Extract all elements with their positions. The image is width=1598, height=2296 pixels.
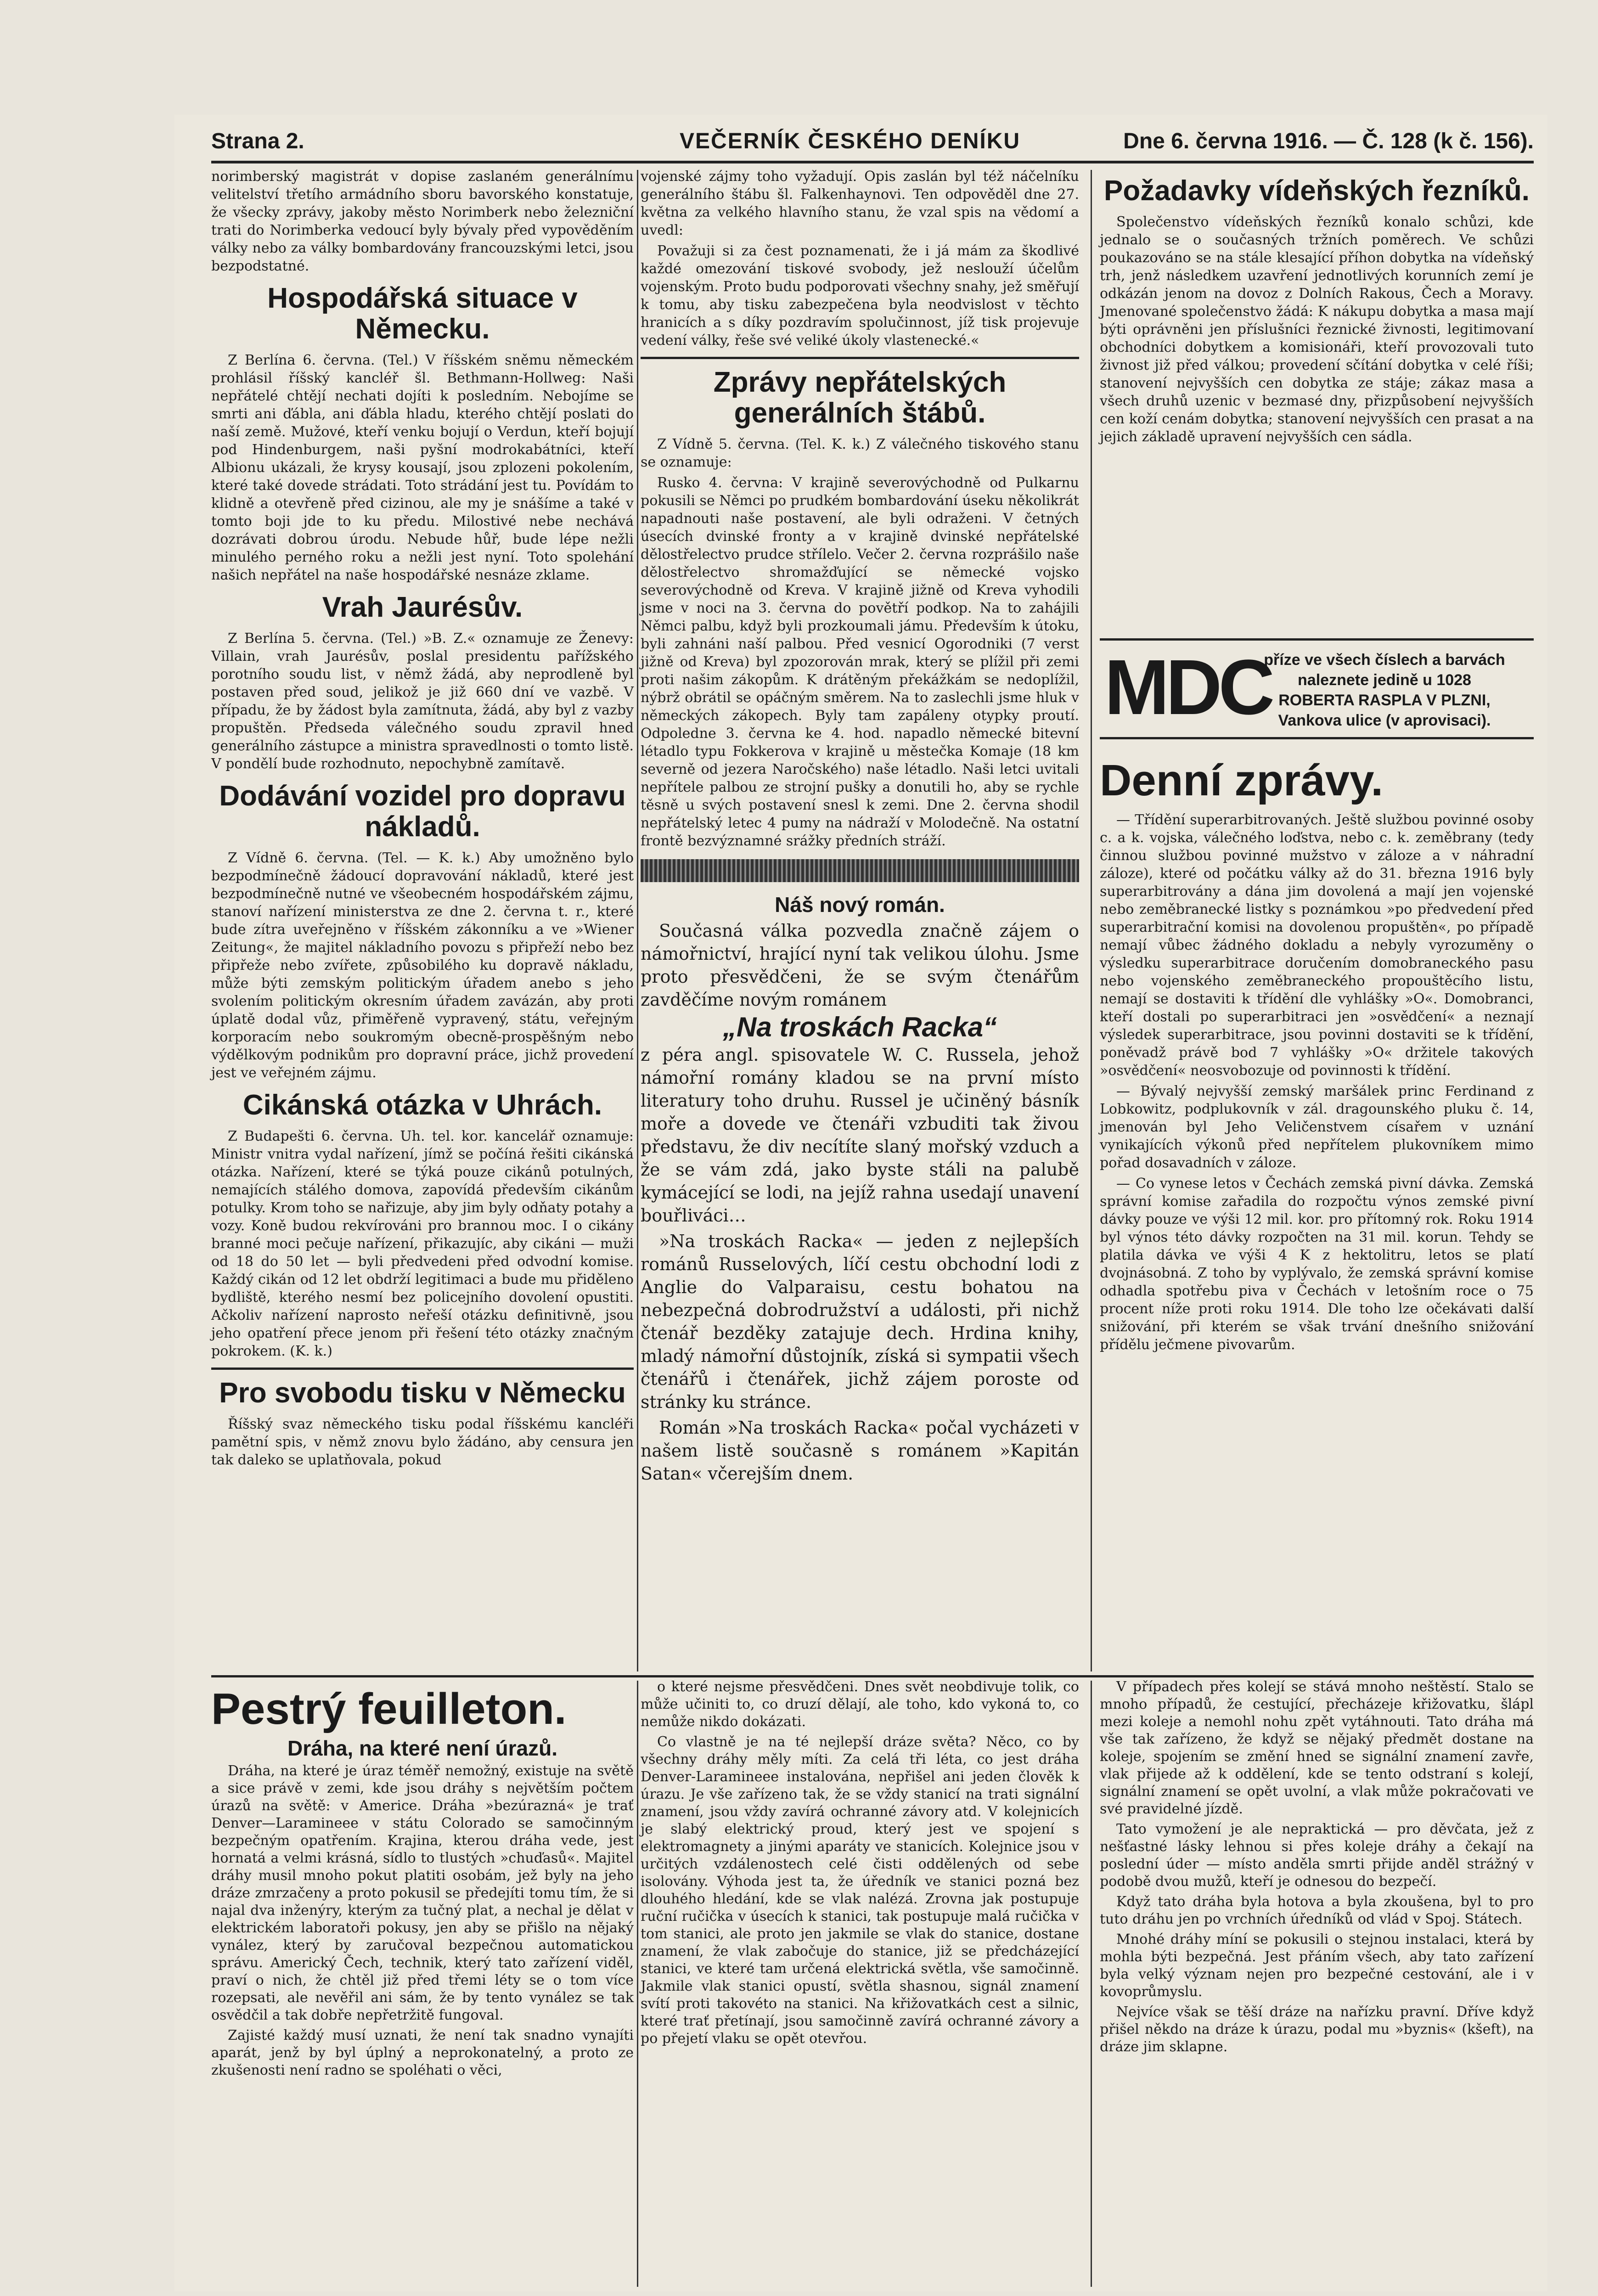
column-divider [1091, 170, 1092, 1671]
article-text: Z Berlína 6. června. (Tel.) V říšském sněmu německém prohlásil říšský kancléř šl. Bethmann-Hollweg: Naši nepřátelé chtějí nechati dojíti k posledním. Nebojíme se smrti ani ďábla, ani ďábla hladu, kterého chtějí poslati do naší země. Mužové, kteří venku bojují o Verdun, kteří bojují pod Hindenburgem, naši pyšní modrokabátníci, kteří Albionu ukázali, že krysy kousají, jsou zplozeni pokolením, které také dovede strádati. Toto strádání jest tu. Povídám to klidně a otevřeně před cizinou, ale my je snášíme a také v tomto boji jde to ku předu. Milostivé nebe nechává dozrávati dobrou úrodu. Nebude hůř, bude lépe nežli minulého perného roku a nežli jest nyní. Toto spolehání našich nepřátel na naše hospodářské nesnáze zklame. [211, 352, 634, 583]
feuilleton-text: Dráha, na které je úraz téměř nemožný, existuje na světě a sice právě v zemi, kde jsou dráhy s největším počtem úrazů na světě: v Americe. Dráha »bezúrazná« je trať Denver—Laramineee v státu Colorado se samočinným bezpečným opatřením. Krajina, kterou dráha vede, jest hornatá a velmi krásná, sídlo to tlustých »chuďasů«. Majitel dráhy musil mnoho pokut platiti osobám, jež byly na jeho dráze zmrzačeny a proto pokusil se předejíti tomu tím, že si najal dva inženýry, kterým za tučný plat, a nechal je dělat v elektrickém laboratoři pokusy, jen aby se přišlo na nějaký vynález, který by zaručoval bezpečnou automatickou správu. Americký Čech, technik, který tato zařízení viděl, praví o nich, že chtěl již před třemi léty se o tom více rozepsati, ale nevěřil ani sám, že by tento vynález se tak osvědčil a tak dobře nepřetržitě fungoval. [211, 1762, 634, 2023]
news-item: — Bývalý nejvyšší zemský maršálek princ Ferdinand z Lobkowitz, podplukovník v zál. dragounského pluku č. 14, jmenován byl Jeho Veličenstvem císařem v uznání vynikajících výkonů před nepřítelem plukovníkem mimo pořad dosavadních v záloze. [1100, 1083, 1534, 1171]
headline: Cikánská otázka v Uhrách. [242, 1089, 602, 1121]
column-2 [641, 168, 1079, 1488]
feuilleton-text: V případech přes kolejí se stává mnoho neštěstí. Stalo se mnoho případů, že cestující, přecházeje křižovatku, šlápl mezi koleje a nemohl nohu zpět vytáhnouti. Tato dráha má vše tak zařízeno, že když se nějaký předmět dostane na koleje, spojením se změní hned se signální znamení zavře, vlak přijede až k oddělení, kde se tento odstraní s kolejí, signální znamení se opět uvolní, a vlak může pokračovati ve své pravidelné jízdě. [1100, 1679, 1534, 1817]
headline: Požadavky vídeňských řezníků. [1104, 175, 1530, 207]
section-title: Denní zprávy. [1100, 756, 1384, 805]
column-3 [1100, 168, 1534, 449]
article-text: Současná válka pozvedla značně zájem o námořnictví, hrající nyní tak velikou úlohu. Jsme proto přesvědčeni, že se svým čtenářům zavděčíme novým románem [641, 920, 1079, 1010]
article-text: Z Vídně 6. června. (Tel. — K. k.) Aby umožněno bylo bezpodmínečně žádoucí dopravování nákladů, které jest bezpodmínečně nutné ve všeobecném hospodářském zájmu, stanoví nařízení ministerstva ze dne 2. června t. r., které bude zítra uveřejněno v říšském zákonníku a ve »Wiener Zeitung«, že majitel nákladního povozu s připřeží nebo bez připřeže nebo zvířete, způsobilého ku dopravě nákladu, může býti zemským politickým úřadem anebo s jeho svolením politickým okresním úřadem zavázán, aby proti úplatě dodal vůz, přiměřeně vypravený, státu, veřejným korporacím nebo soukromým obecně-prospěšným nebo výdělkovým podnikům pro dopravní práce, jichž provedení jest ve veřejném zájmu. [211, 850, 634, 1081]
article-text: z péra angl. spisovatele W. C. Russela, jehož námořní romány kladou se na první místo literatury toho druhu. Russel je učiněný básník moře a dovede ve čtenáři vzbuditi tak živou představu, že div necítíte slaný mořský vzduch a že se vám zdá, jako byste stáli na palubě kymácející se lodi, na jejíž rahna usedají unavení bouřliváci… [641, 1044, 1079, 1226]
article-text: norimberský magistrát v dopise zaslaném generálnímu velitelství třetího armádního sboru bavorského konstatuje, že všecky zprávy, jakoby město Norimberk nebo železniční trati do Norimberka vedoucí byly bývaly před vypověděním války nebo za války bombardovány francouzskými letci, jsou bezpodstatné. [211, 169, 634, 274]
article-text: Román »Na troskách Racka« počal vycházeti v našem listě současně s románem »Kapitán Satan« včerejším dnem. [641, 1417, 1079, 1484]
section-rule [211, 1367, 634, 1370]
article-text: Považuji si za čest poznamenati, že i já mám za škodlivé každé omezování tiskové svobody, jež neslouží účelům vojenským. Proto budu podporovati všechny snahy, jež směřují k tomu, aby tisku zabezpečena byla neodvislost v těchto hranicích a s díky pozdravím spolučinnost, jíž tisk projevuje vedení války, řeše své veliké úkoly vlastenecké.« [641, 243, 1079, 349]
ad-line: naleznete jedině u 1028 [1298, 671, 1471, 689]
headline: Zprávy nepřátelských generálních štábů. [713, 366, 1007, 429]
ad-line: Vankova ulice (v aprovisaci). [1278, 712, 1491, 729]
feuilleton-title: Pestrý feuilleton. [211, 1684, 567, 1733]
novel-announcement [641, 919, 1079, 1485]
article-text: Z Budapešti 6. června. Uh. tel. kor. kancelář oznamuje: Ministr vnitra vydal nařízení, jímž se počíná řešiti cikánská otázka. Nařízení, které se týká pouze cikánů potulných, nemajících stálého domova, zapovídá především cikánům potulky. Krom toho se nařizuje, aby jim byly odňaty potahy a vozy. Koně budou rekvírováni pro brannou moc. I o cikány branné moci pečuje nařízení, přikazujíc, aby cikáni — muži od 18 do 50 let — byli předvedeni před odvodní komise. Každý cikán od 12 let obdrží legitimaci a bude mu přiděleno bydliště, kterého nesmí bez policejního dovolení opustiti. Ačkoliv nařízení naprosto neřeší otázku definitivně, jsou jeho opatření přece jenom při řešení této otázky značným pokrokem. (K. k.) [211, 1128, 634, 1359]
ad-line: ROBERTA RASPLA V PLZNI, [1278, 692, 1491, 709]
headline: Hospodářská situace v Německu. [267, 282, 578, 345]
issue-date: Dne 6. června 1916. — Č. 128 (k č. 156). [1123, 129, 1534, 153]
article-text: vojenské zájmy toho vyžadují. Opis zaslán byl též náčelníku generálního štábu šl. Falkenhaynovi. Ten odpověděl dne 27. května za velkého hlavního stanu, že vzal spis na vědomí a uvedl: [641, 169, 1079, 238]
ad-logo: MDC [1104, 644, 1272, 731]
column-1 [211, 168, 634, 1472]
column-divider [637, 170, 638, 1671]
news-item: — Co vynese letos v Čechách zemská pivní dávka. Zemská správní komise zařadila do rozpočtu výnos zemské pivní dávky pouze ve výši 12 mil. kor. pro přítomný rok. Roku 1914 byl výnos této dávky rozpočten na 31 mil. korun. Tehdy se platila dávka ve výši 4 K z hektolitru, letos se platí dvojnásobná. Z toho by vyplývalo, že zemská správní komise odhadla spotřebu piva v Čechách v letošním roce o 75 procent níže proti roku 1914. Dle toho lze očekávati další snižování, při kterém se však trvání dnešního snižování přídělu ječmene pivovarům. [1100, 1175, 1534, 1353]
column-3-news [1100, 748, 1534, 1356]
novel-title: „Na troskách Racka“ [723, 1011, 997, 1042]
headline: Náš nový román. [775, 892, 945, 917]
feuilleton-text: Nejvíce však se těší dráze na nařízku pravní. Dříve když přišel někdo na dráze k úrazu, podal mu »byznis« (kšeft), na dráze jim sklapne. [1100, 2004, 1534, 2055]
ad-line: příze ve všech číslech a barvách [1264, 651, 1505, 669]
feuilleton-rule [211, 1675, 1534, 1677]
decorative-banner [641, 859, 1079, 882]
feuilleton-text: Když tato dráha byla hotova a byla zkoušena, byl to pro tuto dráhu jen po vrchních úředníků od vlád v Spoj. Státech. [1100, 1894, 1534, 1927]
feuilleton-subtitle: Dráha, na které není úrazů. [287, 1736, 557, 1760]
article-text: Z Vídně 5. června. (Tel. K. k.) Z válečného tiskového stanu se oznamuje: [641, 436, 1079, 470]
feuilleton-text: Co vlastně je na té nejlepší dráze světa? Něco, co by všechny dráhy měly míti. Za celá tři léta, co jest dráha Denver-Laramineee instalována, nepřišel ani jeden člověk k úrazu. Je vše zařízeno tak, že se vždy stanicí na trati signální znamení, jsou vždy zavírá ochranné závory atd. V kolejnicích je slabý elektrický proud, který jest ve spojení s elektromagnety a jinými aparáty ve stanicích. Kolejnice jsou v určitých vzdálenostech celé čisti oddělených od sebe isolovány. Výhoda jest ta, že úředník ve stanici pozná bez dlouhého hledání, kde se vlak nalézá. Zrovna jak postupuje ruční ručička v úsecích k stanici, tak postupuje malá ručička v tom stanici, ale proto jen jakmile se vlak do stanice, dostane znamení, že vlak zabočuje do stanice, již se předcházející stanici, ve které tam určená elektrická světla, vše samočinně. Jakmile vlak stanici opustí, světla shasnou, signál znamení svítí proti takovéto na stanici. Na křižovatkách cest a silnic, které trať přetínají, jsou samočinně zavírá ochranné závory a po přejetí vlaku se opět otevřou. [641, 1734, 1079, 2047]
column-divider [637, 1681, 638, 2287]
feuilleton-text: Zajisté každý musí uznati, že není tak snadno vynajíti aparát, jenž by byl úplný a neprokonatelný, a proto ze zkušenosti není radno se spoléhati o věci, [211, 2027, 634, 2078]
page-number: Strana 2. [211, 129, 304, 153]
masthead: VEČERNÍK ČESKÉHO DENÍKU [680, 129, 1021, 153]
feuilleton-text: Mnohé dráhy míní se pokusili o stejnou instalaci, která by mohla býti bezpečná. Jest přáním všech, aby tato zařízení byla velký význam nejen pro bezpečné cestování, ale i v kovoprůmyslu. [1100, 1931, 1534, 2000]
article-text: »Na troskách Racka« — jeden z nejlepších románů Russelových, líčí cestu obchodní lodi z Anglie do Valparaisu, cestu bohatou na nebezpečná dobrodružství a události, při nichž čtenář bezděky zatajuje dech. Hrdina knihy, mladý námořní důstojník, získá si sympatii všech čtenářů i čtenářek, jichž zájem poroste od stránky ku stránce. [641, 1231, 1079, 1412]
feuilleton-column-1 [211, 1685, 634, 2082]
page-header [211, 124, 1534, 163]
headline: Pro svobodu tisku v Německu [219, 1377, 626, 1409]
headline: Dodávání vozidel pro dopravu nákladů. [219, 780, 626, 843]
news-item: — Třídění superarbitrovaných. Ještě službou povinné osoby c. a k. vojska, válečného loďstva, nebo c. k. zeměbrany (tedy činnou službou povinné mužstvo v záloze a v náhradní záloze), které od počátku války až do 31. března 1916 byly superarbitrovány a dána jim dovolená a mají jen vojenské nebo zeměbranecké listky s poznámkou »po předvedení před superarbitrační komisi na dovolenou propuštěn«, po případě nemají vůbec žádného dokladu a nebyly vyrozuměny o výsledku superarbitrace doručením domobraneckého pasu nebo vojenského zeměbraneckého propouštěcího listu, nemají se dostaviti k třídění dle vyhlášky »O«. Domobranci, kteří dostali po superarbitraci jen »osvědčení« a neznají výsledek superarbitrace, jsou povinni dostaviti se k třídění, poněvadž právě bod 7 vyhlášky »O« držitele takových »osvědčení« neosvobozuje od povinnosti k třídění. [1100, 811, 1534, 1079]
feuilleton-column-2 [641, 1678, 1079, 2050]
ad-text [1238, 650, 1531, 731]
article-text: Společenstvo vídeňských řezníků konalo schůzi, kde jednalo se o současných tržních poměrech. Ve schůzi poukazováno se na stále klesající příhon dobytka na vídeňský trh, jenž následkem uzavření jednotlivých korunních zemí je odkázán jenom na dovoz z Dolních Rakous, Čech a Moravy. Jmenované společenstvo žádá: K nákupu dobytka a masa mají býti oprávněni jen příslušníci řeznické živnosti, legitimovaní obchodníci dobytkem a komisionáři, kteří provozovali tuto živnost již před válkou; provedení sčítání dobytka v celé říši; stanovení nejvyšších cen dobytka ze stáje; zákaz masa a všech druhů uzenic v bezmasé dny, přizpůsobení nejvyšších cen koží cenám dobytka; stanovení nejvyšších cen prasat a na jejich základě upravení nejvyšších cen sádla. [1100, 214, 1534, 445]
feuilleton-text: o které nejsme přesvědčeni. Dnes svět neobdivuje tolik, co může učiniti to, co druzí dělají, ale toho, kdo vykoná to, co nemůže nikdo dokázati. [641, 1679, 1079, 1730]
article-text: Rusko 4. června: V krajině severovýchodně od Pulkarnu pokusili se Němci po prudkém bombardování úseku několikrát napadnouti naše postavení, ale byli odraženi. V četných úsecích dvinské fronty a v krajině dvinské nepřátelské dělostřelectvo prudce střílelo. Večer 2. června rozprášilo naše dělostřelectvo shromažďující se německé vojsko severovýchodně od Kreva. V krajině jižně od Kreva vyhodili jsme v noci na 3. června do povětří podkop. Na to zahájili Němci palbu, když byli prozkoumali jámu. Především k útoku, byli zahnáni naší palbou. Před vesnicí Ogorodniki (7 verst jižně od Kreva) byl zpozorován mrak, který se plížil při zemi proti našim zákopům. K drátěným překážkám se nedoplížil, nýbrž obrátil se opáčným směrem. Na to zaslechli jsme hluk v německých zákopech. Byly tam zapáleny otypky proutí. Odpoledne 3. června ke 4. hod. napadlo německé bitevní létadlo typu Fokkerova v krajině u městečka Komaje (18 km severně od jezera Naročského) naše létadlo. Naši letci uvitali nepřítele palbou ze strojní pušky a donutili ho, aby se rychle těsně u svých postavení snesl k zemi. Dne 2. června shodil nepřátelský letec 4 pumy na nádraží v Molodečně. Na ostatní frontě bezvýznamné srážky předních stráží. [641, 474, 1079, 849]
article-text: Z Berlína 5. června. (Tel.) »B. Z.« oznamuje ze Ženevy: Villain, vrah Jaurésův, poslal presidentu pařížského porotního soudu list, v němž žádá, aby neprodleně byl postaven před soud, jelikož je již 660 dní ve vazbě. V případu, že by žádost byla zamítnuta, žádá, aby byl z vazby propuštěn. Předseda válečného soudu zpravil hned generálního zástupce a ministra spravedlnosti o tomto listě. V pondělí bude rozhodnuto, nepochybně zamítavě. [211, 630, 634, 772]
feuilleton-text: Tato vymožení je ale nepraktická — pro děvčata, jež z nešťastné lásky lehnou si přes koleje dráhy a čekají na poslední úder — místo anděla smrti přijde anděl strážný v podobě dvou mužů, kteří je odnesou do bezpečí. [1100, 1821, 1534, 1890]
feuilleton-column-3 [1100, 1678, 1534, 2059]
advertisement [1100, 638, 1534, 739]
article-text: Říšský svaz německého tisku podal říšskému kancléři pamětní spis, v němž znovu bylo žádáno, aby censura jen tak daleko se uplatňovala, pokud [211, 1416, 634, 1468]
column-divider [1091, 1681, 1092, 2287]
section-rule [641, 357, 1079, 359]
headline: Vrah Jaurésův. [322, 591, 523, 623]
